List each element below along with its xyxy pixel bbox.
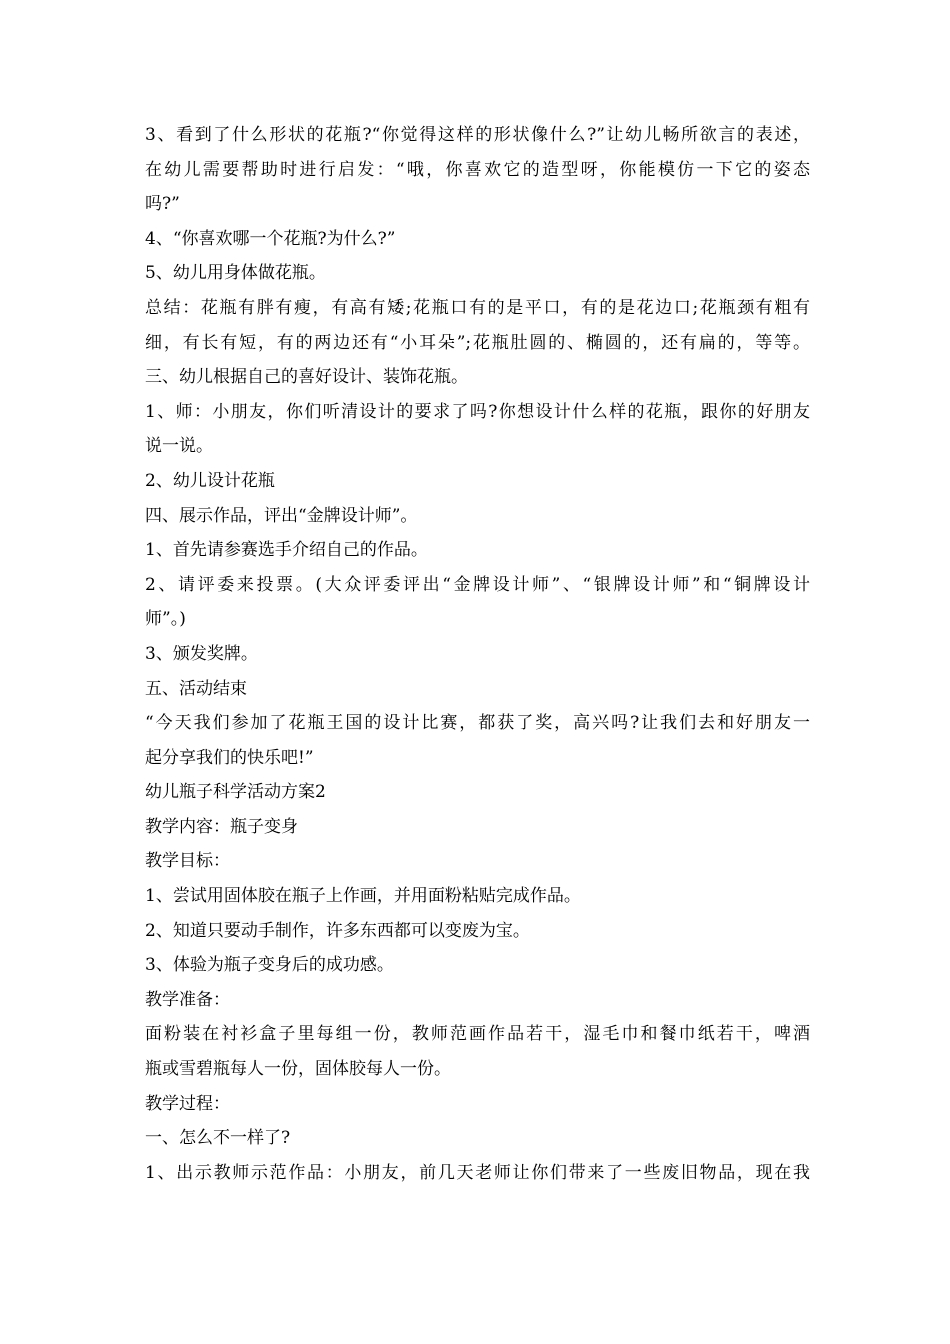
text-line: 1、首先请参赛选手介绍自己的作品。 bbox=[145, 540, 428, 561]
text-line: 一、怎么不一样了? bbox=[145, 1128, 291, 1149]
text-line: 教学过程： bbox=[145, 1093, 230, 1114]
text-line: 细，有长有短，有的两边还有“小耳朵”;花瓶肚圆的、椭圆的，还有扁的，等等。 bbox=[145, 332, 810, 353]
text-line: 总结：花瓶有胖有瘦，有高有矮;花瓶口有的是平口，有的是花边口;花瓶颈有粗有 bbox=[145, 297, 810, 318]
text-line: 2、请评委来投票。(大众评委评出“金牌设计师”、“银牌设计师”和“铜牌设计 bbox=[145, 574, 810, 595]
text-line: 3、看到了什么形状的花瓶?“你觉得这样的形状像什么?”让幼儿畅所欲言的表述， bbox=[145, 125, 810, 145]
text-line: 教学内容：瓶子变身 bbox=[145, 816, 298, 837]
text-line: 吗?” bbox=[145, 194, 180, 215]
text-line: 四、展示作品，评出“金牌设计师”。 bbox=[145, 505, 418, 526]
text-line: 3、体验为瓶子变身后的成功感。 bbox=[145, 955, 394, 976]
text-line: 4、“你喜欢哪一个花瓶?为什么?” bbox=[145, 228, 396, 249]
text-line: 1、尝试用固体胶在瓶子上作画，并用面粉粘贴完成作品。 bbox=[145, 886, 581, 907]
document-body bbox=[145, 118, 810, 1190]
text-line: 5、幼儿用身体做花瓶。 bbox=[145, 263, 326, 284]
text-line: 1、师：小朋友，你们听清设计的要求了吗?你想设计什么样的花瓶，跟你的好朋友 bbox=[145, 401, 810, 422]
text-line: 3、颁发奖牌。 bbox=[145, 643, 258, 664]
text-line: 说一说。 bbox=[145, 436, 213, 457]
text-line: 2、幼儿设计花瓶 bbox=[145, 470, 275, 491]
text-line: “今天我们参加了花瓶王国的设计比赛，都获了奖，高兴吗?让我们去和好朋友一 bbox=[145, 713, 810, 734]
text-line: 1、出示教师示范作品：小朋友，前几天老师让你们带来了一些废旧物品，现在我 bbox=[145, 1162, 810, 1183]
text-line: 在幼儿需要帮助时进行启发：“哦，你喜欢它的造型呀，你能模仿一下它的姿态 bbox=[145, 159, 810, 180]
text-line: 三、幼儿根据自己的喜好设计、装饰花瓶。 bbox=[145, 367, 468, 388]
text-line: 教学准备： bbox=[145, 989, 230, 1010]
text-line: 师”。) bbox=[145, 609, 186, 630]
text-line: 瓶或雪碧瓶每人一份，固体胶每人一份。 bbox=[145, 1059, 451, 1080]
text-line: 教学目标： bbox=[145, 851, 230, 872]
text-line: 2、知道只要动手制作，许多东西都可以变废为宝。 bbox=[145, 920, 530, 941]
text-line: 起分享我们的快乐吧!” bbox=[145, 747, 314, 768]
text-line: 幼儿瓶子科学活动方案2 bbox=[145, 782, 326, 803]
text-line: 面粉装在衬衫盒子里每组一份，教师范画作品若干，湿毛巾和餐巾纸若干，啤酒 bbox=[145, 1024, 810, 1045]
text-line: 五、活动结束 bbox=[145, 678, 247, 699]
